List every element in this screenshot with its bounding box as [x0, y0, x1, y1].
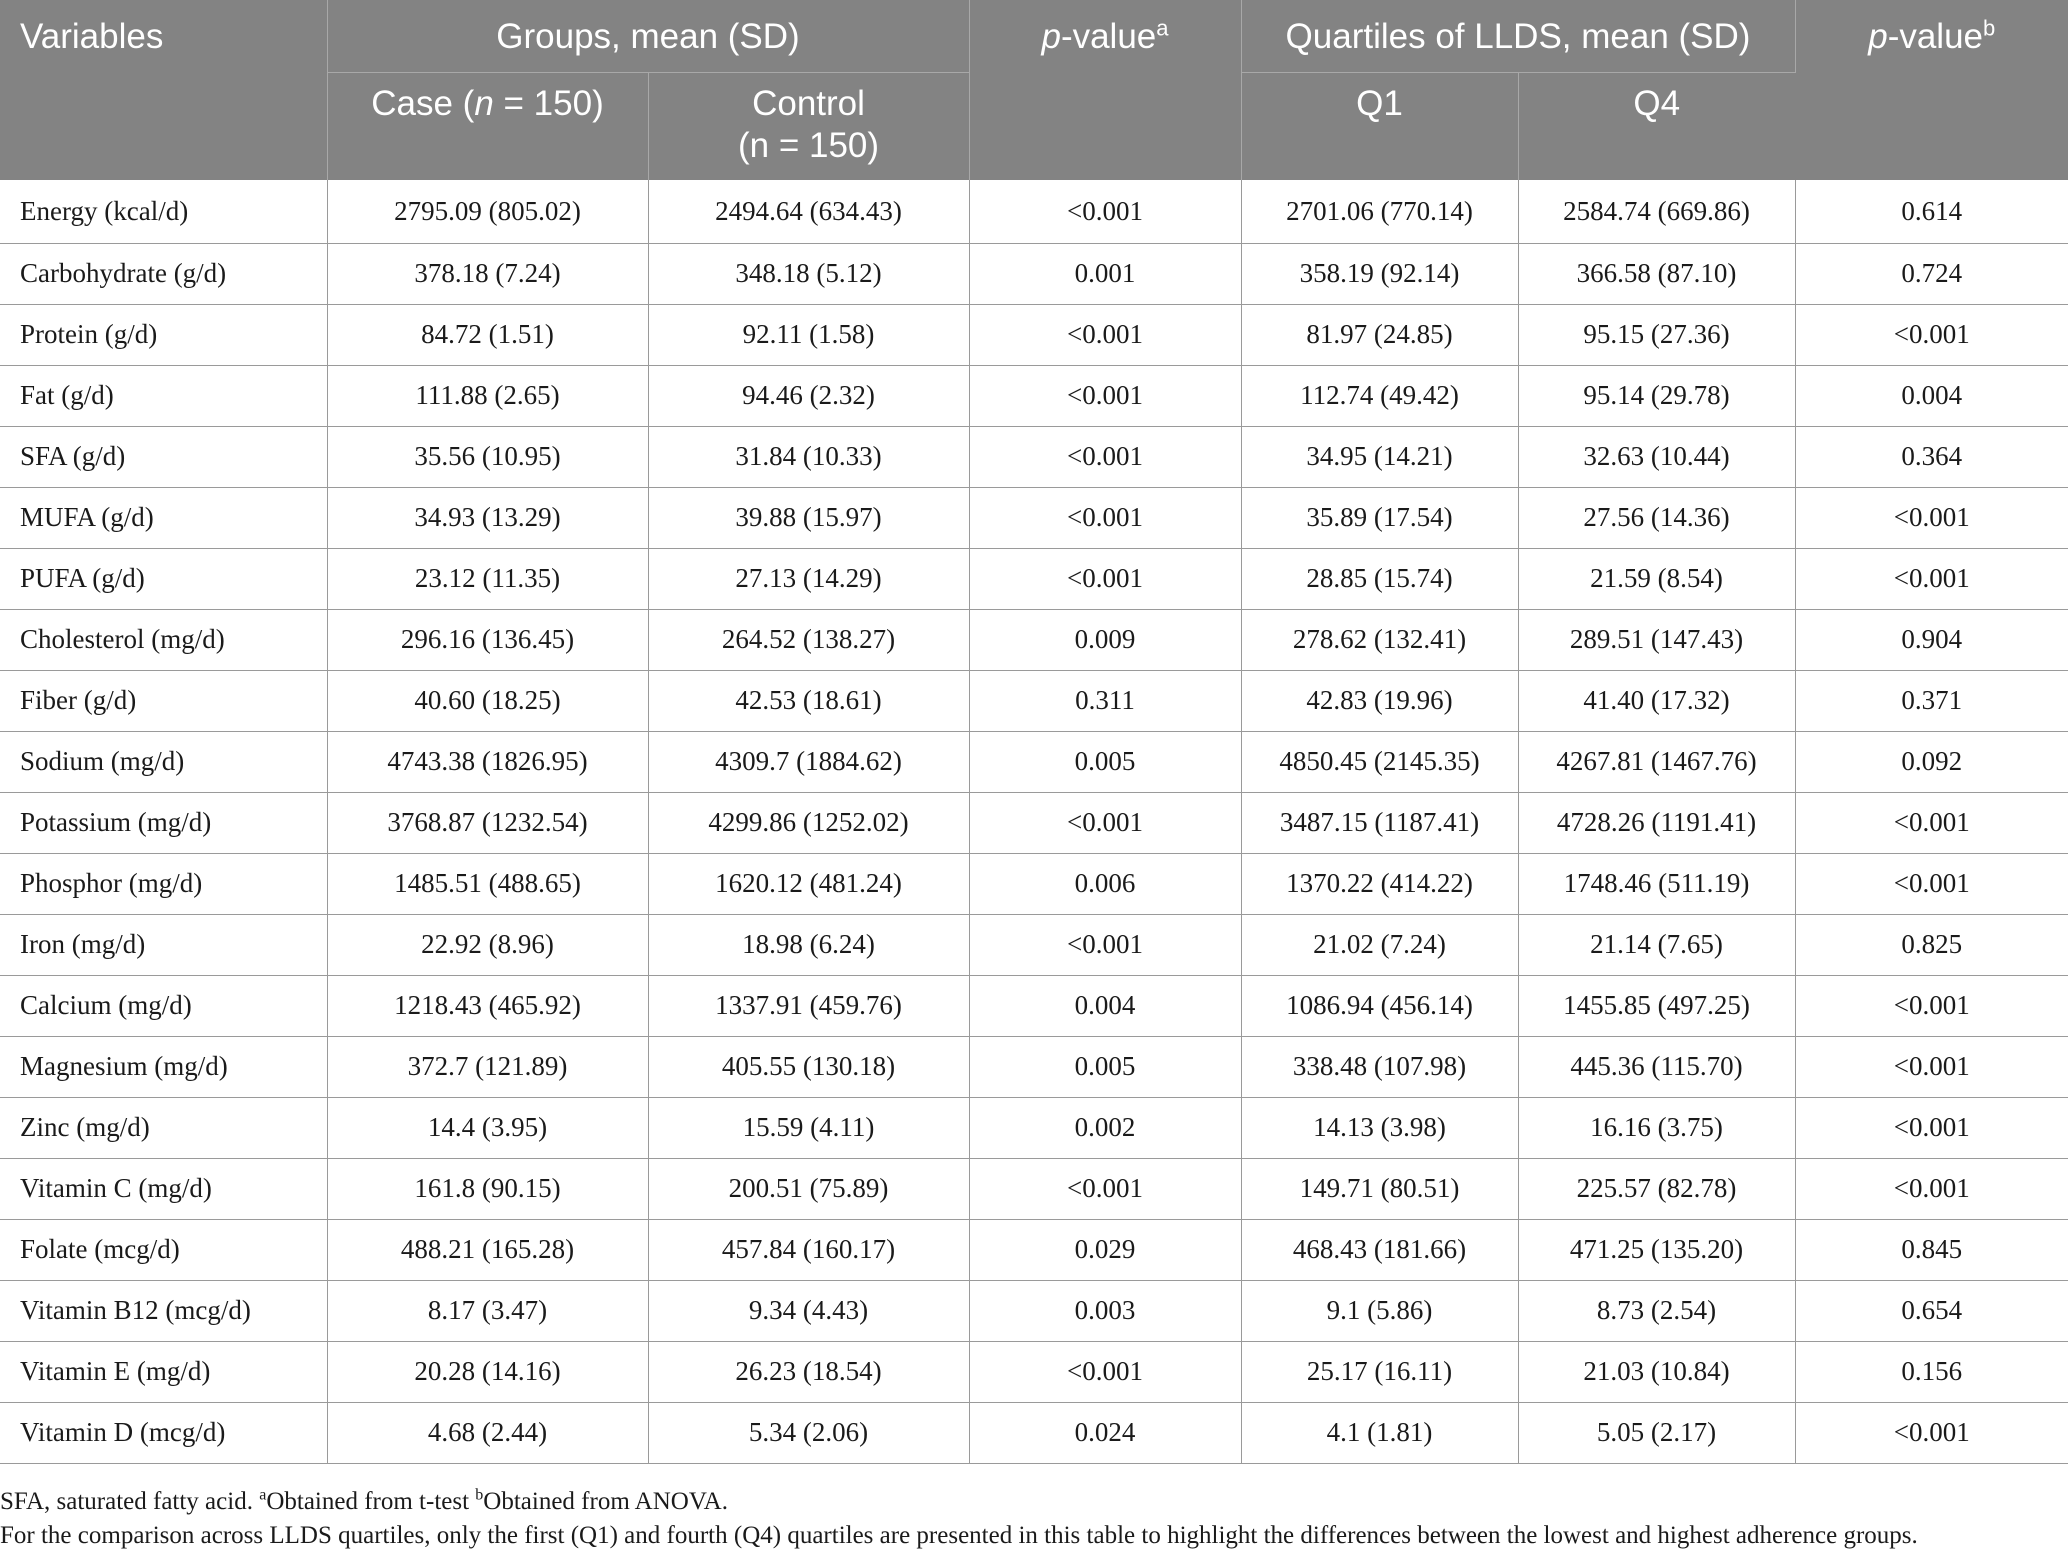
cell-q1: 468.43 (181.66)	[1241, 1219, 1518, 1280]
cell-variable: MUFA (g/d)	[0, 487, 327, 548]
header-p-sup-a: a	[1156, 15, 1169, 41]
cell-case: 8.17 (3.47)	[327, 1280, 648, 1341]
cell-q1: 21.02 (7.24)	[1241, 914, 1518, 975]
cell-q1: 278.62 (132.41)	[1241, 609, 1518, 670]
cell-control: 1337.91 (459.76)	[648, 975, 969, 1036]
cell-p-value-a: <0.001	[969, 180, 1241, 243]
cell-q4: 445.36 (115.70)	[1518, 1036, 1795, 1097]
cell-p-value-b: 0.904	[1795, 609, 2068, 670]
cell-control: 31.84 (10.33)	[648, 426, 969, 487]
cell-case: 111.88 (2.65)	[327, 365, 648, 426]
cell-case: 161.8 (90.15)	[327, 1158, 648, 1219]
cell-p-value-a: <0.001	[969, 426, 1241, 487]
cell-control: 348.18 (5.12)	[648, 243, 969, 304]
cell-q4: 4267.81 (1467.76)	[1518, 731, 1795, 792]
cell-control: 1620.12 (481.24)	[648, 853, 969, 914]
table-row	[0, 304, 2068, 365]
header-p-value-a	[969, 0, 1241, 180]
header-p-value-b	[1795, 0, 2068, 180]
cell-q1: 81.97 (24.85)	[1241, 304, 1518, 365]
cell-p-value-b: 0.156	[1795, 1341, 2068, 1402]
cell-control: 18.98 (6.24)	[648, 914, 969, 975]
cell-case: 3768.87 (1232.54)	[327, 792, 648, 853]
cell-p-value-b: 0.614	[1795, 180, 2068, 243]
cell-case: 22.92 (8.96)	[327, 914, 648, 975]
cell-control: 405.55 (130.18)	[648, 1036, 969, 1097]
table-row	[0, 243, 2068, 304]
cell-p-value-a: <0.001	[969, 914, 1241, 975]
footnote-ttest: Obtained from t-test	[266, 1488, 476, 1515]
cell-p-value-b: <0.001	[1795, 1097, 2068, 1158]
cell-q4: 95.14 (29.78)	[1518, 365, 1795, 426]
cell-p-value-a: <0.001	[969, 1341, 1241, 1402]
cell-case: 40.60 (18.25)	[327, 670, 648, 731]
cell-p-value-b: <0.001	[1795, 548, 2068, 609]
table-row	[0, 1280, 2068, 1341]
header-quartiles: Quartiles of LLDS, mean (SD)	[1241, 0, 1795, 72]
cell-p-value-a: 0.006	[969, 853, 1241, 914]
cell-case: 1485.51 (488.65)	[327, 853, 648, 914]
cell-p-value-b: 0.825	[1795, 914, 2068, 975]
cell-p-value-b: 0.845	[1795, 1219, 2068, 1280]
cell-p-value-a: 0.005	[969, 731, 1241, 792]
cell-control: 9.34 (4.43)	[648, 1280, 969, 1341]
cell-p-value-a: 0.024	[969, 1402, 1241, 1463]
cell-case: 14.4 (3.95)	[327, 1097, 648, 1158]
cell-q1: 2701.06 (770.14)	[1241, 180, 1518, 243]
header-p-sup-b: b	[1983, 15, 1996, 41]
table-row	[0, 975, 2068, 1036]
table-row	[0, 1158, 2068, 1219]
cell-q1: 34.95 (14.21)	[1241, 426, 1518, 487]
table-row	[0, 853, 2068, 914]
table-row	[0, 365, 2068, 426]
cell-variable: Vitamin E (mg/d)	[0, 1341, 327, 1402]
cell-variable: Iron (mg/d)	[0, 914, 327, 975]
cell-variable: Vitamin D (mcg/d)	[0, 1402, 327, 1463]
cell-variable: Cholesterol (mg/d)	[0, 609, 327, 670]
cell-variable: SFA (g/d)	[0, 426, 327, 487]
cell-control: 39.88 (15.97)	[648, 487, 969, 548]
cell-q1: 1370.22 (414.22)	[1241, 853, 1518, 914]
cell-variable: Carbohydrate (g/d)	[0, 243, 327, 304]
cell-p-value-a: 0.311	[969, 670, 1241, 731]
cell-p-value-a: 0.009	[969, 609, 1241, 670]
cell-q4: 21.14 (7.65)	[1518, 914, 1795, 975]
cell-control: 457.84 (160.17)	[648, 1219, 969, 1280]
cell-p-value-b: 0.724	[1795, 243, 2068, 304]
cell-p-value-a: 0.004	[969, 975, 1241, 1036]
cell-q4: 21.59 (8.54)	[1518, 548, 1795, 609]
cell-p-value-a: <0.001	[969, 487, 1241, 548]
cell-case: 20.28 (14.16)	[327, 1341, 648, 1402]
table-body	[0, 180, 2068, 1463]
cell-p-value-a: 0.001	[969, 243, 1241, 304]
cell-q1: 42.83 (19.96)	[1241, 670, 1518, 731]
cell-q4: 1455.85 (497.25)	[1518, 975, 1795, 1036]
cell-p-value-b: <0.001	[1795, 487, 2068, 548]
header-control-line2: (n = 150)	[737, 125, 880, 165]
header-groups: Groups, mean (SD)	[327, 0, 969, 72]
cell-case: 372.7 (121.89)	[327, 1036, 648, 1097]
cell-q1: 4850.45 (2145.35)	[1241, 731, 1518, 792]
cell-p-value-a: <0.001	[969, 1158, 1241, 1219]
table-row	[0, 548, 2068, 609]
cell-variable: Fiber (g/d)	[0, 670, 327, 731]
cell-p-value-a: <0.001	[969, 304, 1241, 365]
cell-p-value-b: <0.001	[1795, 792, 2068, 853]
cell-p-value-b: 0.092	[1795, 731, 2068, 792]
cell-case: 23.12 (11.35)	[327, 548, 648, 609]
cell-q1: 28.85 (15.74)	[1241, 548, 1518, 609]
cell-q1: 149.71 (80.51)	[1241, 1158, 1518, 1219]
footnote-abbrev: SFA, saturated fatty acid.	[0, 1488, 260, 1515]
cell-q4: 21.03 (10.84)	[1518, 1341, 1795, 1402]
cell-control: 2494.64 (634.43)	[648, 180, 969, 243]
cell-q1: 9.1 (5.86)	[1241, 1280, 1518, 1341]
cell-q4: 41.40 (17.32)	[1518, 670, 1795, 731]
cell-control: 15.59 (4.11)	[648, 1097, 969, 1158]
cell-q4: 471.25 (135.20)	[1518, 1219, 1795, 1280]
table-row	[0, 1341, 2068, 1402]
cell-p-value-a: <0.001	[969, 792, 1241, 853]
table-row	[0, 426, 2068, 487]
cell-variable: PUFA (g/d)	[0, 548, 327, 609]
header-p-rest-2: -value	[1887, 17, 1984, 56]
cell-p-value-b: 0.004	[1795, 365, 2068, 426]
cell-p-value-a: <0.001	[969, 548, 1241, 609]
cell-q1: 112.74 (49.42)	[1241, 365, 1518, 426]
cell-control: 27.13 (14.29)	[648, 548, 969, 609]
cell-case: 4.68 (2.44)	[327, 1402, 648, 1463]
table-row	[0, 1036, 2068, 1097]
cell-p-value-b: 0.654	[1795, 1280, 2068, 1341]
cell-case: 296.16 (136.45)	[327, 609, 648, 670]
cell-p-value-b: <0.001	[1795, 304, 2068, 365]
cell-variable: Fat (g/d)	[0, 365, 327, 426]
table-row	[0, 180, 2068, 243]
cell-q4: 95.15 (27.36)	[1518, 304, 1795, 365]
header-case	[327, 72, 648, 180]
cell-case: 1218.43 (465.92)	[327, 975, 648, 1036]
cell-control: 200.51 (75.89)	[648, 1158, 969, 1219]
header-p-rest: -value	[1060, 17, 1157, 56]
cell-case: 488.21 (165.28)	[327, 1219, 648, 1280]
cell-p-value-b: <0.001	[1795, 975, 2068, 1036]
cell-variable: Protein (g/d)	[0, 304, 327, 365]
header-q1: Q1	[1241, 72, 1518, 180]
table-row	[0, 1097, 2068, 1158]
cell-q4: 5.05 (2.17)	[1518, 1402, 1795, 1463]
cell-p-value-a: 0.029	[969, 1219, 1241, 1280]
cell-q1: 1086.94 (456.14)	[1241, 975, 1518, 1036]
cell-q4: 2584.74 (669.86)	[1518, 180, 1795, 243]
cell-q4: 4728.26 (1191.41)	[1518, 792, 1795, 853]
cell-case: 35.56 (10.95)	[327, 426, 648, 487]
header-control-line1: Control	[752, 83, 865, 123]
cell-variable: Folate (mcg/d)	[0, 1219, 327, 1280]
footnote-line-1	[0, 1485, 2068, 1519]
cell-q4: 366.58 (87.10)	[1518, 243, 1795, 304]
cell-q1: 14.13 (3.98)	[1241, 1097, 1518, 1158]
cell-variable: Sodium (mg/d)	[0, 731, 327, 792]
cell-case: 34.93 (13.29)	[327, 487, 648, 548]
cell-p-value-b: <0.001	[1795, 1402, 2068, 1463]
header-case-n: n	[474, 83, 494, 123]
cell-variable: Potassium (mg/d)	[0, 792, 327, 853]
cell-variable: Energy (kcal/d)	[0, 180, 327, 243]
table-row	[0, 487, 2068, 548]
cell-p-value-a: 0.005	[969, 1036, 1241, 1097]
cell-control: 5.34 (2.06)	[648, 1402, 969, 1463]
footnote-line-2: For the comparison across LLDS quartiles, only the first (Q1) and fourth (Q4) quartiles are presented in this table to highlight the differences between the lowest and highest adherence groups.	[0, 1522, 1918, 1549]
table-header	[0, 0, 2068, 180]
cell-q1: 4.1 (1.81)	[1241, 1402, 1518, 1463]
cell-variable: Vitamin B12 (mcg/d)	[0, 1280, 327, 1341]
header-case-rest: = 150)	[493, 83, 604, 123]
cell-control: 264.52 (138.27)	[648, 609, 969, 670]
header-p-italic: p	[1041, 17, 1061, 56]
cell-q4: 1748.46 (511.19)	[1518, 853, 1795, 914]
cell-q4: 27.56 (14.36)	[1518, 487, 1795, 548]
cell-p-value-b: <0.001	[1795, 853, 2068, 914]
table-row	[0, 1219, 2068, 1280]
cell-control: 42.53 (18.61)	[648, 670, 969, 731]
cell-q1: 25.17 (16.11)	[1241, 1341, 1518, 1402]
cell-case: 84.72 (1.51)	[327, 304, 648, 365]
cell-variable: Vitamin C (mg/d)	[0, 1158, 327, 1219]
header-p-italic-2: p	[1868, 17, 1888, 56]
cell-p-value-b: <0.001	[1795, 1158, 2068, 1219]
cell-control: 4309.7 (1884.62)	[648, 731, 969, 792]
table-row	[0, 1402, 2068, 1463]
cell-q1: 338.48 (107.98)	[1241, 1036, 1518, 1097]
cell-q4: 8.73 (2.54)	[1518, 1280, 1795, 1341]
cell-p-value-b: 0.371	[1795, 670, 2068, 731]
cell-control: 4299.86 (1252.02)	[648, 792, 969, 853]
table-row	[0, 731, 2068, 792]
header-case-label: Case (	[371, 83, 475, 123]
footnote-anova: Obtained from ANOVA.	[483, 1488, 728, 1515]
table-footnotes	[0, 1485, 2068, 1553]
cell-variable: Magnesium (mg/d)	[0, 1036, 327, 1097]
cell-control: 94.46 (2.32)	[648, 365, 969, 426]
cell-p-value-b: <0.001	[1795, 1036, 2068, 1097]
header-control	[648, 72, 969, 180]
cell-q4: 225.57 (82.78)	[1518, 1158, 1795, 1219]
cell-p-value-a: <0.001	[969, 365, 1241, 426]
footnote-sup-a: a	[259, 1486, 267, 1504]
header-variables: Variables	[0, 0, 327, 180]
cell-q4: 32.63 (10.44)	[1518, 426, 1795, 487]
footnote-sup-b: b	[475, 1486, 484, 1504]
cell-variable: Calcium (mg/d)	[0, 975, 327, 1036]
cell-case: 4743.38 (1826.95)	[327, 731, 648, 792]
header-q4: Q4	[1518, 72, 1795, 180]
cell-p-value-b: 0.364	[1795, 426, 2068, 487]
cell-q1: 3487.15 (1187.41)	[1241, 792, 1518, 853]
table-row	[0, 792, 2068, 853]
cell-q4: 289.51 (147.43)	[1518, 609, 1795, 670]
cell-q4: 16.16 (3.75)	[1518, 1097, 1795, 1158]
cell-q1: 358.19 (92.14)	[1241, 243, 1518, 304]
cell-control: 26.23 (18.54)	[648, 1341, 969, 1402]
cell-case: 2795.09 (805.02)	[327, 180, 648, 243]
table-row	[0, 914, 2068, 975]
table-row	[0, 670, 2068, 731]
cell-p-value-a: 0.002	[969, 1097, 1241, 1158]
cell-case: 378.18 (7.24)	[327, 243, 648, 304]
cell-q1: 35.89 (17.54)	[1241, 487, 1518, 548]
cell-variable: Zinc (mg/d)	[0, 1097, 327, 1158]
cell-control: 92.11 (1.58)	[648, 304, 969, 365]
cell-variable: Phosphor (mg/d)	[0, 853, 327, 914]
cell-p-value-a: 0.003	[969, 1280, 1241, 1341]
table-row	[0, 609, 2068, 670]
